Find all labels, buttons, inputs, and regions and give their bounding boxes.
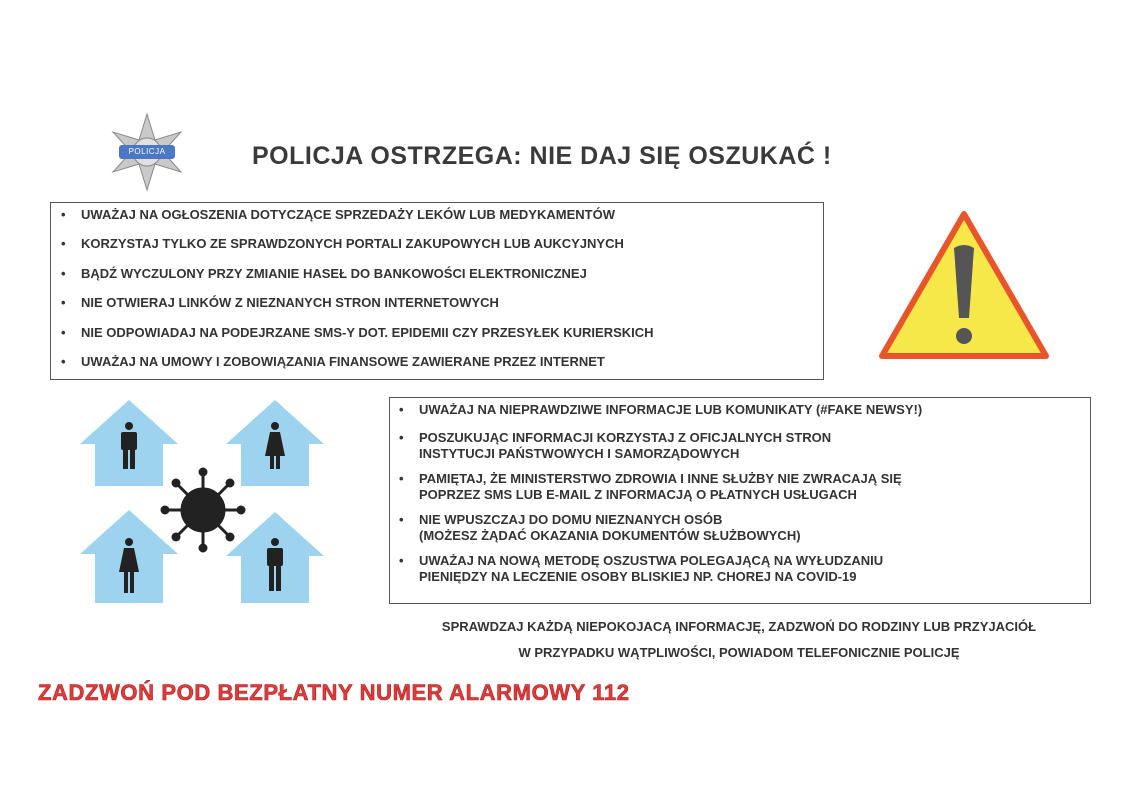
police-badge-logo <box>103 112 191 192</box>
exclamation-triangle-icon <box>876 208 1052 364</box>
alarm-number-banner: ZADZWOŃ POD BEZPŁATNY NUMER ALARMOWY 112 <box>38 680 630 705</box>
warning-item: • BĄDŹ WYCZULONY PRZY ZMIANIE HASEŁ DO BANKOWOŚCI ELEKTRONICZNEJ <box>81 266 823 295</box>
badge-label: POLICJA <box>119 145 175 159</box>
warning-sign <box>876 208 1052 364</box>
houses-virus-illustration <box>75 398 327 608</box>
warning-item: • UWAŻAJ NA OGŁOSZENIA DOTYCZĄCE SPRZEDAŻY LEKÓW LUB MEDYKAMENTÓW <box>81 207 823 236</box>
warning-item: • UWAŻAJ NA NIEPRAWDZIWE INFORMACJE LUB KOMUNIKATY (#FAKE NEWSY!) <box>419 402 1090 418</box>
warning-item: • UWAŻAJ NA UMOWY I ZOBOWIĄZANIA FINANSOWE ZAWIERANE PRZEZ INTERNET <box>81 354 823 383</box>
warnings-box-bottom <box>389 397 1091 604</box>
warning-item: • UWAŻAJ NA NOWĄ METODĘ OSZUSTWA POLEGAJĄCĄ NA WYŁUDZANIU PIENIĘDZY NA LECZENIE OSOBY BLISKIEJ NP. CHOREJ NA COVID-19 <box>419 553 1090 585</box>
house-icon <box>226 400 324 486</box>
page-title: POLICJA OSTRZEGA: NIE DAJ SIĘ OSZUKAĆ ! <box>252 142 832 170</box>
house-icon <box>80 400 178 486</box>
house-icon <box>80 510 178 603</box>
warning-item: • PAMIĘTAJ, ŻE MINISTERSTWO ZDROWIA I INNE SŁUŻBY NIE ZWRACAJĄ SIĘ POPRZEZ SMS LUB E-MAIL Z INFORMACJĄ O PŁATNYCH USŁUGACH <box>419 471 1090 503</box>
warnings-box-top <box>50 202 824 380</box>
warning-item: • NIE ODPOWIADAJ NA PODEJRZANE SMS-Y DOT. EPIDEMII CZY PRZESYŁEK KURIERSKICH <box>81 325 823 354</box>
advice-line-2: W PRZYPADKU WĄTPLIWOŚCI, POWIADOM TELEFONICZNIE POLICJĘ <box>518 645 960 660</box>
warning-item: • POSZUKUJĄC INFORMACJI KORZYSTAJ Z OFICJALNYCH STRON INSTYTUCJI PAŃSTWOWYCH I SAMORZĄDOWYCH <box>419 430 1090 462</box>
warning-item: • KORZYSTAJ TYLKO ZE SPRAWDZONYCH PORTALI ZAKUPOWYCH LUB AUKCYJNYCH <box>81 236 823 265</box>
warning-item: • NIE OTWIERAJ LINKÓW Z NIEZNANYCH STRON INTERNETOWYCH <box>81 295 823 324</box>
virus-icon <box>161 468 245 552</box>
advice-line-1: SPRAWDZAJ KAŻDĄ NIEPOKOJACĄ INFORMACJĘ, ZADZWOŃ DO RODZINY LUB PRZYJACIÓŁ <box>441 619 1037 634</box>
house-icon <box>226 512 324 603</box>
warning-item: • NIE WPUSZCZAJ DO DOMU NIEZNANYCH OSÓB (MOŻESZ ŻĄDAĆ OKAZANIA DOKUMENTÓW SŁUŻBOWYCH) <box>419 512 1090 544</box>
